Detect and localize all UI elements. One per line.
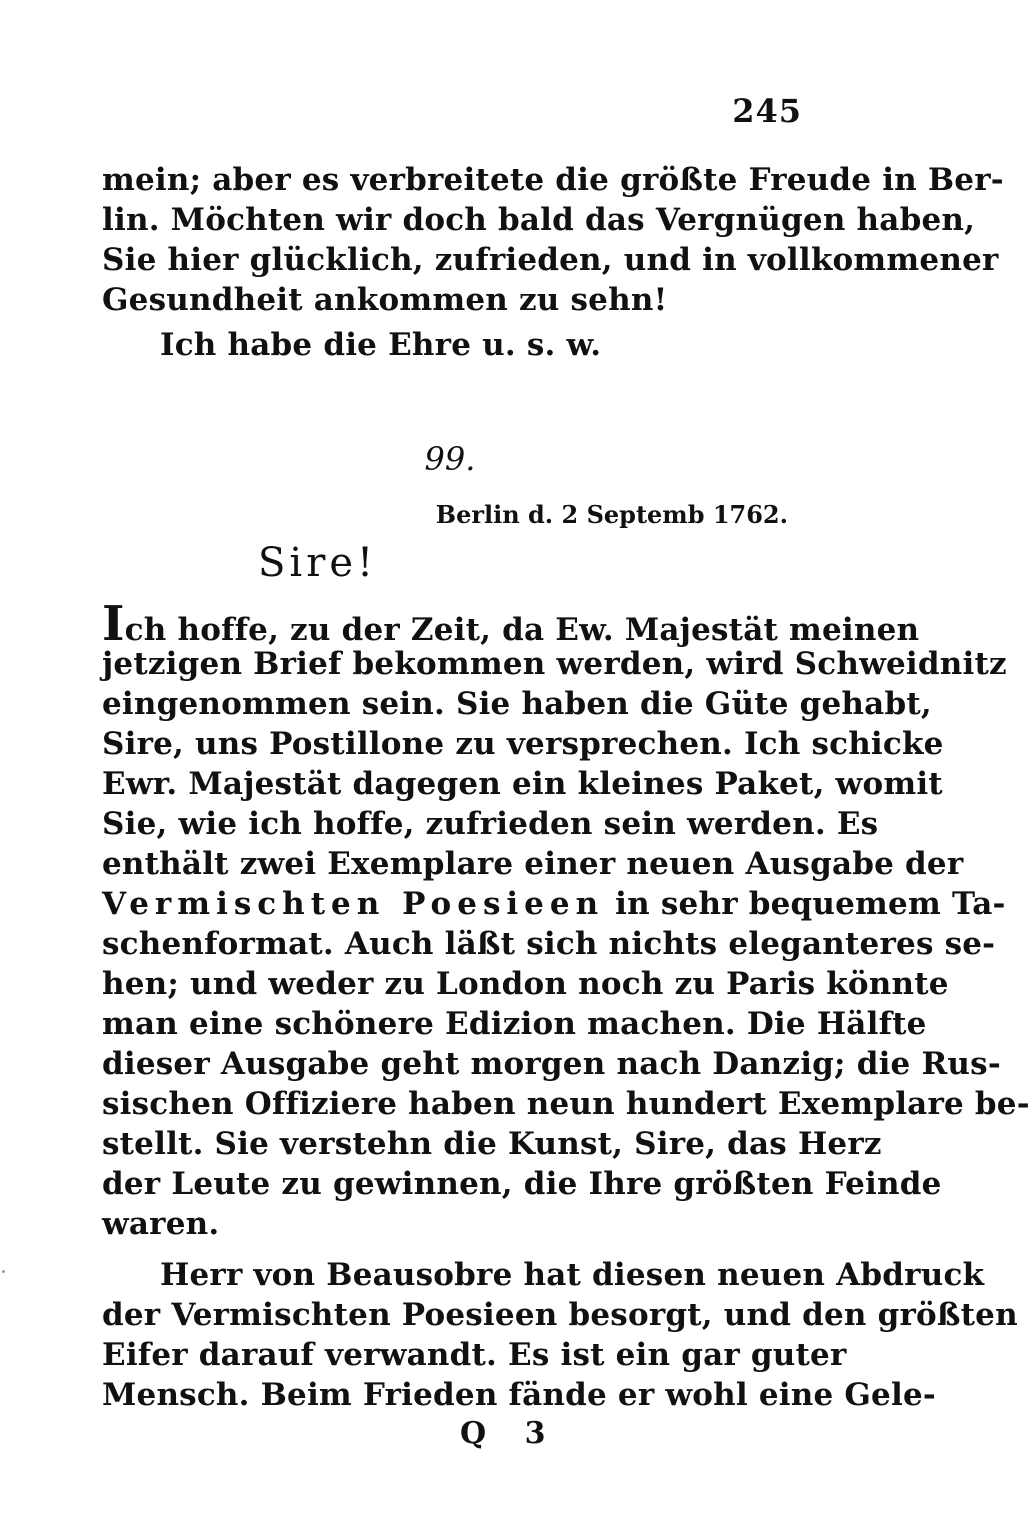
dateline: Berlin d. 2 Septemb 1762. [435, 500, 788, 529]
page-number: 245 [732, 92, 802, 130]
first-line-text: ch hoffe, zu der Zeit, da Ew. Majestät meinen [124, 612, 920, 648]
signature-mark: Q 3 [460, 1416, 560, 1451]
text-line-spaced [102, 884, 1006, 924]
text-line: Ewr. Majestät dagegen ein kleines Paket, womit [102, 766, 943, 802]
scan-speck [2, 1270, 5, 1273]
text-line: sischen Offiziere haben neun hundert Exemplare be- [102, 1086, 1030, 1122]
text-line: Sie, wie ich hoffe, zufrieden sein werden. Es [102, 806, 879, 842]
title-phrase: Vermischten Poesieen [102, 886, 605, 922]
text-fragment: in sehr bequemem Ta- [615, 886, 1006, 922]
text-line: dieser Ausgabe geht morgen nach Danzig; die Rus- [102, 1046, 1001, 1082]
text-line: stellt. Sie verstehn die Kunst, Sire, das Herz [102, 1126, 882, 1162]
letter-number: 99. [424, 440, 476, 478]
salutation: Sire! [258, 540, 378, 586]
text-line: enthält zwei Exemplare einer neuen Ausgabe der [102, 846, 964, 882]
initial-letter: I [102, 596, 125, 652]
text-line: jetzigen Brief bekommen werden, wird Schweidnitz [102, 646, 1007, 682]
text-line: hen; und weder zu London noch zu Paris könnte [102, 966, 949, 1002]
text-line: lin. Möchten wir doch bald das Vergnügen haben, [102, 202, 976, 238]
text-line: Gesundheit ankommen zu sehn! [102, 282, 668, 318]
text-line: mein; aber es verbreitete die größte Freude in Ber- [102, 162, 1004, 198]
text-line: eingenommen sein. Sie haben die Güte gehabt, [102, 686, 932, 722]
text-line: Sire, uns Postillone zu versprechen. Ich schicke [102, 726, 944, 762]
text-line: waren. [102, 1206, 220, 1242]
text-line: man eine schönere Edizion machen. Die Hälfte [102, 1006, 927, 1042]
paragraph-start: Herr von Beausobre hat diesen neuen Abdruck [160, 1257, 985, 1293]
closing-formula: Ich habe die Ehre u. s. w. [160, 327, 602, 363]
text-line: Mensch. Beim Frieden fände er wohl eine Gele- [102, 1377, 936, 1413]
text-line: der Leute zu gewinnen, die Ihre größten Feinde [102, 1166, 942, 1202]
text-line: schenformat. Auch läßt sich nichts eleganteres se- [102, 926, 996, 962]
text-line: Sie hier glücklich, zufrieden, und in vollkommener [102, 242, 999, 278]
text-line: der Vermischten Poesieen besorgt, und den größten [102, 1297, 1018, 1333]
text-line: Eifer darauf verwandt. Es ist ein gar guter [102, 1337, 847, 1373]
